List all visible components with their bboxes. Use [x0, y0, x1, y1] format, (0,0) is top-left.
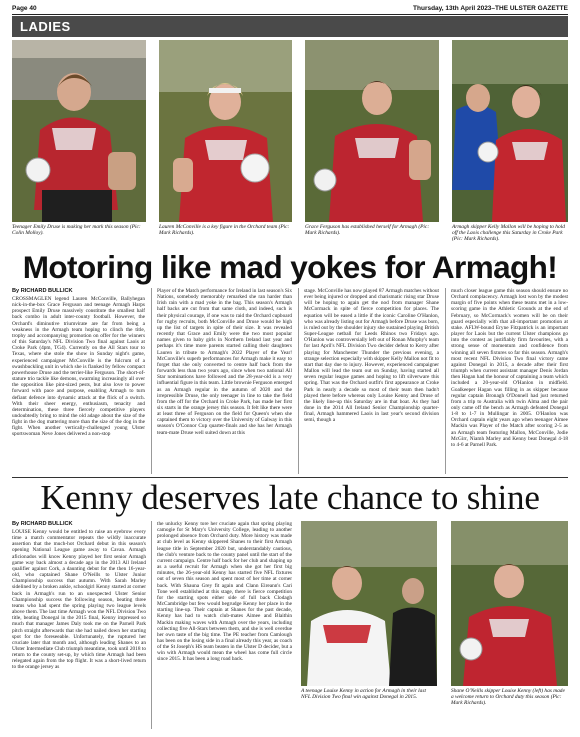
section-title: LADIES: [20, 19, 71, 34]
section-banner: [12, 16, 568, 37]
page-number: Page 40: [12, 5, 37, 12]
header-rule: [12, 14, 568, 15]
article-column: the unlucky Kenny tore her cruciate again that spring playing camogie for St Mary's University College, leading to another prolonged absence from Orchard duty. More history was made at club level as Kenny skippered Shanes to their first Armagh league title in September 2020 but, understandably cautious, the club's venture back to the county panel until the start of the current campaign. Centre half back for her club and shaping up as a useful recruit for Armagh when she got her first big minutes, the 26-year-old Kenny has started five NFL fixtures out of seven this season and spent most of her time at corner back. With Shauna Grey fit again and Clann Eireann's Cari Tone well established at this stage, there is fierce competition for the starting spots either side of full back Clodagh McCambridge but few would begrudge Kenny her place in the starting line-up. Their captain at Shanes for the past decade, Kenny has had to watch club-mates Aimee and Blaithin Mackin making waves with Armagh over the years, including collecting five All-Stars between them, and she is well overdue her own taste of the big time. The PE teacher from Camlough has been on the losing side in a final already this year, as coach of the St Joseph's HS team beaten in the Ulster D decider, but a win with Armagh would mean the wheel has come full circle since 2015. It has been a long road back.: [157, 521, 292, 663]
photo-grace-ferguson: [305, 40, 439, 222]
paper-name: THE ULSTER GAZETTE: [495, 5, 568, 12]
issue-date: Thursday, 13th April 2023: [413, 5, 492, 12]
photo-kelly-mallon: [452, 40, 568, 222]
headline-story2: Kenny deserves late chance to shine: [40, 478, 540, 517]
photo-caption: A teenage Louise Kenny in action for Armagh in their last NFL Division Two final win against Donegal in 2015.: [301, 688, 426, 701]
article-column: stage. McConville has now played 87 Armagh matches without ever being injured or dropped and charismatic rising star Druse will be hoping to again get the nod from manager Shane McCormack in spite of fierce competition for places. The equation will be eased a little if the iconic Caroline O'Hanlon, who was already listing out for Armagh before Druse was born, is ruled out by the shoulder injury she sustained playing British Super-League netball for Leeds Rhinos two Fridays ago. O'Hanlon was controversially left out of Ronan Murphy's team for last April's NFL Division Two decider defeat to Kerry after playing for Manchester Thunder the previous evening, a strange selection especially with skipper Kelly Mallon not fit to start that day due to injury. However, experienced campaigner Mallon will lead the team out on Sunday, having started all seven regular league games and hoping to lift silverware this spring. That was the Orchard outfit's first appearance at Croke Park in nearly a decade so most of their team then hadn't played there before whereas only Louise Kenny and Druse of the likely line-up this Saturday are in that boat. As they had done in the 2014 All Ireland Senior Championship quarter-final, Armagh hammered Laois in last year's second division semi, though a: [304, 288, 439, 424]
byline: By RICHARD BULLICK: [12, 521, 73, 527]
column-rule: [445, 288, 446, 474]
photo-emily-druse: [12, 40, 146, 222]
headline-story1: Motoring like mad yokes for Armagh!: [22, 249, 558, 285]
photo-kenny-2015: [301, 521, 437, 686]
photo-caption: Teenager Emily Druse is making her mark this season (Pic: Colin Molloy).: [12, 224, 141, 237]
column-rule: [151, 288, 152, 474]
photo-caption: Shane O'Neills skipper Louise Kenny (left) has made a welcome return to Orchard duty this season (Pic: Mark Richards).: [451, 688, 565, 707]
photo-caption: Armagh skipper Kelly Mallon will be hoping to hold off the Laois challenge this Saturday in Croke Park (Pic: Mark Richards).: [452, 224, 565, 243]
column-rule: [151, 521, 152, 729]
photo-caption: Lauren McConville is a key figure in the Orchard team (Pic: Mark Richards).: [159, 224, 290, 237]
page-header: Page 40 Thursday, 13th April 2023–THE ULSTER GAZETTE: [12, 5, 568, 12]
article-column: much closer league game this season should ensure no Orchard complacency. Armagh lost won by the modest margin of five points when these teams met in a low-scoring game in the Athletic Grounds at the end of February, so McCormack's women will be on their guard especially with that all-important promotion at stake. AFLW-bound Eryne Fitzpatrick is an important player for Laois but the current Ulster champions go into the contest as justifiably firm favourites, with a strong sense of momentum and confidence from winning all seven fixtures so far this season. Armagh's most recent NFL Division Two final victory came against Donegal in 2015, a decade after their first triumph when current assistant manager Denis Jordan then Hagan had the honour of captaining a team which included a 20-year-old O'Hanlon in midfield. Goalkeeper Hagan was filling in as skipper because regular captain Bronagh O'Donnell had just returned from a trip to Australia with twin Alma and the pair only came off the bench as Armagh defeated Donegal 1-8 to 1-7 in Mullingar in 2005. O'Hanlon was Orchard captain eight years ago when teenager Aimee Mackin was Player of the Match after scoring 2-5 as an Armagh team featuring Mallon, McConville, Jodie McGirr, Niamh Marley and Kenny beat Donegal 4-18 to 4-6 at Parnell Park.: [451, 288, 568, 448]
article-column: Player of the Match performance for Ireland in last season's Six Nations, somebody memorably remarked she ran harder than Irish rain with a mad yoke in the bag. This season's Armagh half backs are cut from that same cloth, and indeed, such is their physical courage, if one was to raid the Orchard cupboard for rugby recruits, both McConville and Druse would be high up the list of targets in spite of their size. It was revealed recently that Grace and Emily were the two most popular names given to baby girls in Northern Ireland last year and perhaps it's time more parents started calling their daughters Lauren in tribute to Armagh's 2022 Player of the Year! McConville's superb performances for Armagh make it easy to forget that she only converted to centre half back from the forwards less than two years ago, since when two national All Star nominations have followed and the 28-year-old is a very influential figure in this team. Little brownie Ferguson emerged as an Armagh regular in the autumn of 2020 and the irrepressible Druse, the only teenager in line to take the field from the off for the Orchard in Croke Park, has made her first six starts in the orange jersey this season. It felt like there were at least three of Ferguson on the field for Queen's when she captained them to victory over the University of Galway in this season's O'Connor Cup quarter-finals and she has her Armagh team-mate Druse well suited down at this: [157, 288, 292, 436]
column-rule: [298, 288, 299, 474]
byline: By RICHARD BULLICK: [12, 288, 73, 294]
photo-lauren-mcconville: [159, 40, 292, 222]
article-column: LOUISE Kenny would be entitled to raise an eyebrow every time a match commentator repeats the wildly inaccurate assertion that the much-hot Orchard debut in this season's opening National League game away to Cavan. Armagh aficionados will know Kenny played her first senior Armagh game way back almost a decade ago in the 2013 All Ireland qualifier against Cork, a daunting debut for the then 16-year-old, who captained Shane O'Neills to Ulster Junior Championship success that autumn. With Sarah Marley sidelined by a broken ankle, schoolgirl Kenny started at corner back in Armagh's run to an unexpected Ulster Senior Championship success the following season, beating three teams who had spent the spring playing two league levels above them. The last time Armagh won the NFL Division Two title, beating Donegal in the 2015 final, Kenny impressed so much that manager James Daly took me on the Parnell Park pitch straight afterwards that she had nailed down her starting spot for the foreseeable. Unfortunately, the ruptured her cruciate later that month and, although leading Shanes to an Ulster Intermediate Club triumph meantime, took until 2018 to return to the county set-up, by which time Armagh had been relegated again from the top flight. It was a short-lived return to the orange jersey as: [12, 529, 146, 671]
photo-caption: Grace Ferguson has established herself for Armagh (Pic: Mark Richards).: [305, 224, 430, 237]
article-column: CROSSMAGLEN legend Lauren McConville, Ballyhegan nick-in-the-box Grace Ferguson and teenage Armagh Harps prospect Emily Druse massively constitute the smallest half back combo in adult inter-county football. However, the Orchard's diminutive triumvirate are far from being a weakness in the Armagh team hoping to clinch the title, trophy and accompanying promotion on offer for the winners of this Saturday's NFL Division Two final against Laois at Croke Park (4pm, TG4). Currently on the All Stars tour to Texas, where she stole the show in Sunday night's game, experienced campaigner McConville is the fulcrum of a swashbuckling unit in which she is flanked by fellow compact powerhouse Druse and the terrier-like Ferguson. The short-of-stature trio tackle like demons, swarming increasingly all over the opposition like pint-sized pests, but also love to power forward with pace and purpose, enabling Armagh to turn defiant defence into dynamic attack at the flick of a switch. With their sheer energy, enthusiasm, tenacity and determination, these three fiercely competitive players undoubtedly bring to mind the old adage about the size of the fight in the dog mattering more than the size of the dog in the fight. When another vertically-challenged young Ulster sportswoman Neve Jones delivered a non-stop: [12, 296, 145, 438]
photo-kenny-shane-oneills: [451, 521, 568, 686]
